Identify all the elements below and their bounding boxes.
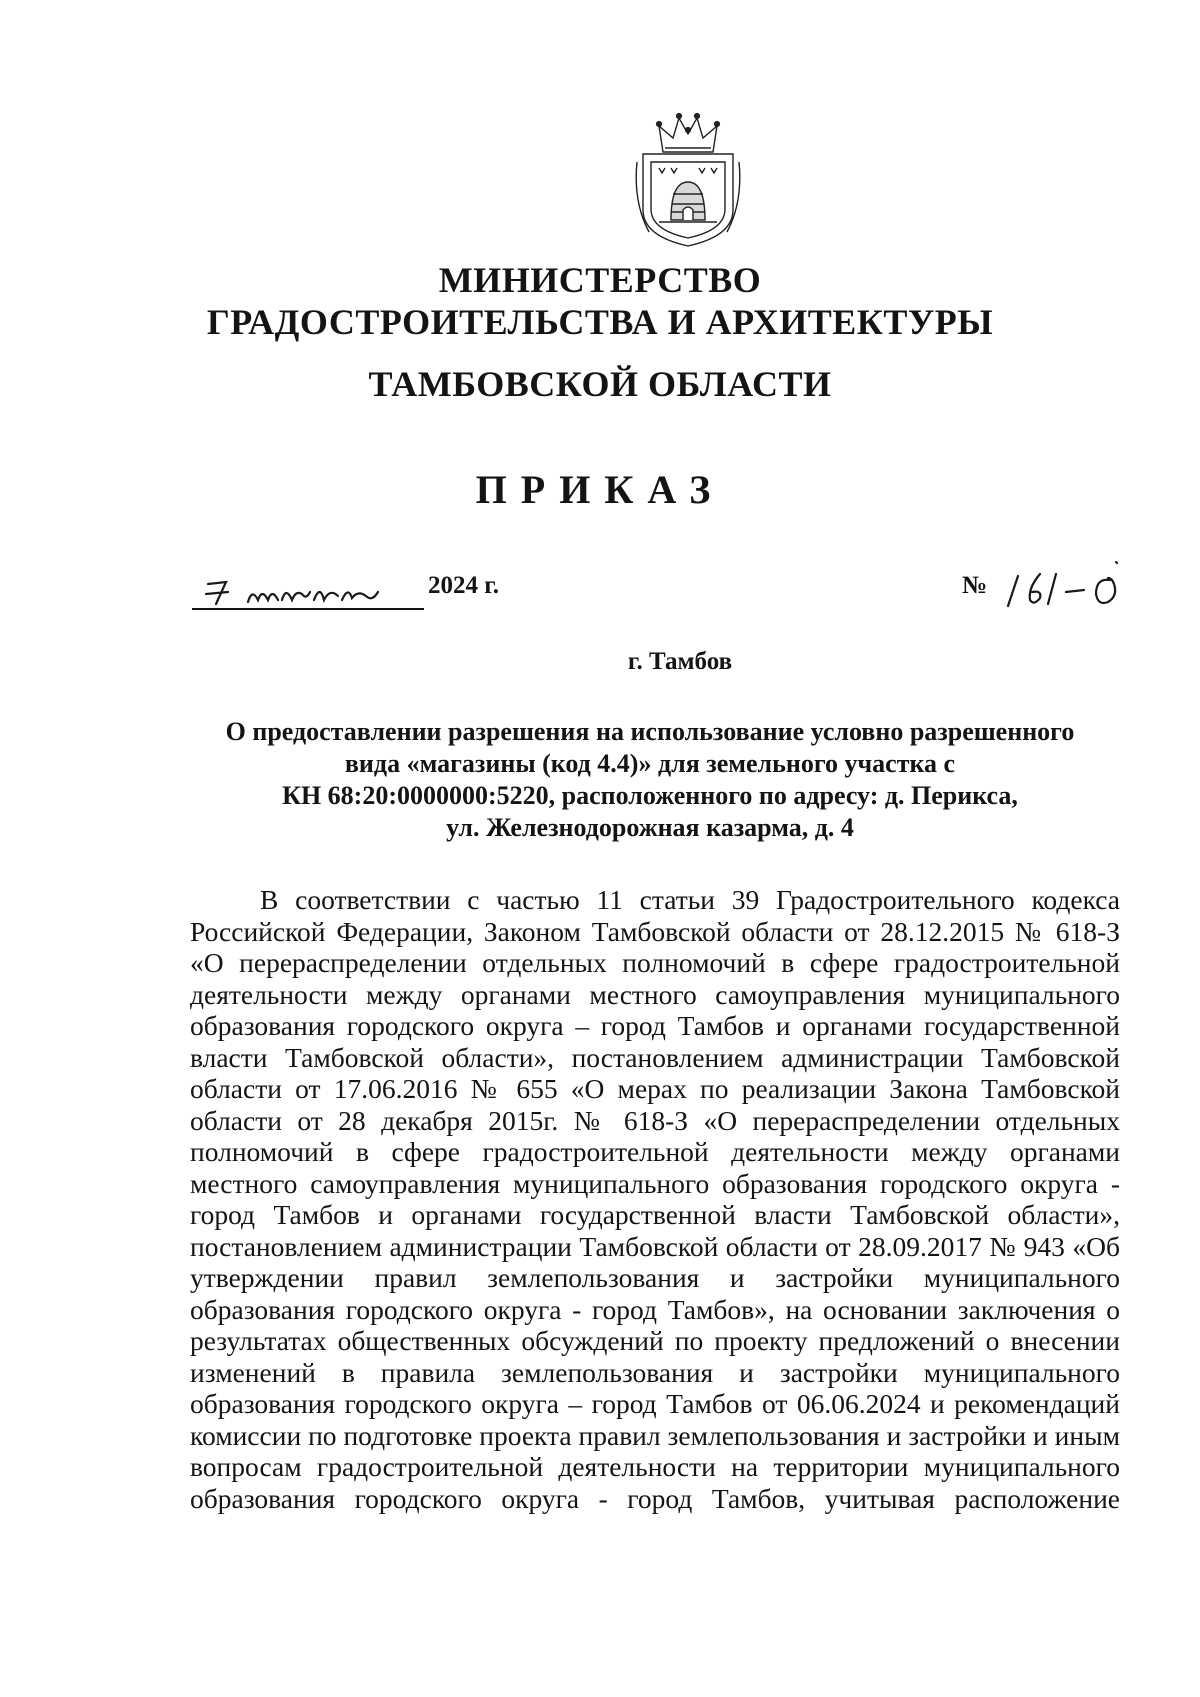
body-line: город Тамбов и органами государственной власти Тамбовской области», bbox=[190, 1199, 1120, 1230]
title-line: КН 68:20:0000000:5220, расположенного по адресу: д. Перикса, bbox=[282, 781, 1018, 810]
document-type-heading: ПРИКАЗ bbox=[475, 467, 725, 512]
title-line: вида «магазины (код 4.4)» для земельного участка с bbox=[344, 749, 956, 778]
order-body bbox=[190, 884, 1120, 1514]
body-line: изменений в правила землепользования и застройки муниципального bbox=[190, 1356, 1120, 1388]
body-line: комиссии по подготовке проекта правил землепользования и застройки и иным bbox=[190, 1419, 1120, 1451]
city: г. Тамбов bbox=[627, 648, 733, 675]
body-line: В соответствии с частью 11 статьи 39 Градостроительного кодекса bbox=[260, 884, 1120, 915]
date-year: 2024 г. bbox=[428, 572, 500, 599]
title-line: О предоставлении разрешения на использование условно разрешенного bbox=[225, 717, 1075, 746]
order-title bbox=[190, 716, 1110, 844]
body-line: Российской Федерации, Законом Тамбовской области от 28.12.2015 № 618-З bbox=[190, 915, 1120, 947]
body-line: образования городского округа - город Тамбов», на основании заключения о bbox=[190, 1293, 1120, 1325]
handwritten-date bbox=[202, 570, 412, 610]
body-line: власти Тамбовской области», постановлением администрации Тамбовской bbox=[190, 1041, 1120, 1073]
handwritten-number bbox=[1004, 558, 1144, 614]
title-line: ул. Железнодорожная казарма, д. 4 bbox=[446, 813, 854, 842]
body-line: вопросам градостроительной деятельности на территории муниципального bbox=[190, 1451, 1120, 1482]
ministry-name-line2: ГРАДОСТРОИТЕЛЬСТВА И АРХИТЕКТУРЫ bbox=[206, 302, 994, 342]
body-line: постановлением администрации Тамбовской области от 28.09.2017 № 943 «Об bbox=[190, 1230, 1120, 1262]
date-field bbox=[192, 570, 424, 610]
body-line: результатах общественных обсуждений по проекту предложений о внесении bbox=[190, 1325, 1120, 1356]
coat-of-arms-emblem bbox=[629, 112, 747, 248]
body-line: утверждении правил землепользования и застройки муниципального bbox=[190, 1262, 1120, 1293]
date-number-row bbox=[192, 568, 1112, 608]
body-line: «О перераспределении отдельных полномочий в сфере градостроительной bbox=[190, 947, 1120, 978]
body-line: образования городского округа - город Тамбов, учитывая расположение bbox=[190, 1482, 1120, 1514]
body-line: области от 28 декабря 2015г. № 618-З «О перераспределении отдельных bbox=[190, 1104, 1120, 1136]
number-label: № bbox=[962, 572, 988, 599]
body-line: местного самоуправления муниципального образования городского округа - bbox=[190, 1167, 1120, 1199]
body-line: деятельности между органами местного самоуправления муниципального bbox=[190, 978, 1120, 1010]
ministry-name-line1: МИНИСТЕРСТВО bbox=[438, 260, 762, 300]
ministry-region: ТАМБОВСКОЙ ОБЛАСТИ bbox=[368, 364, 832, 404]
body-line: образования городского округа – город Тамбов от 06.06.2024 и рекомендаций bbox=[190, 1388, 1120, 1419]
body-line: полномочий в сфере градостроительной деятельности между органами bbox=[190, 1136, 1120, 1167]
body-line: области от 17.06.2016 № 655 «О мерах по реализации Закона Тамбовской bbox=[190, 1073, 1120, 1104]
body-line: образования городского округа – город Тамбов и органами государственной bbox=[190, 1010, 1120, 1041]
